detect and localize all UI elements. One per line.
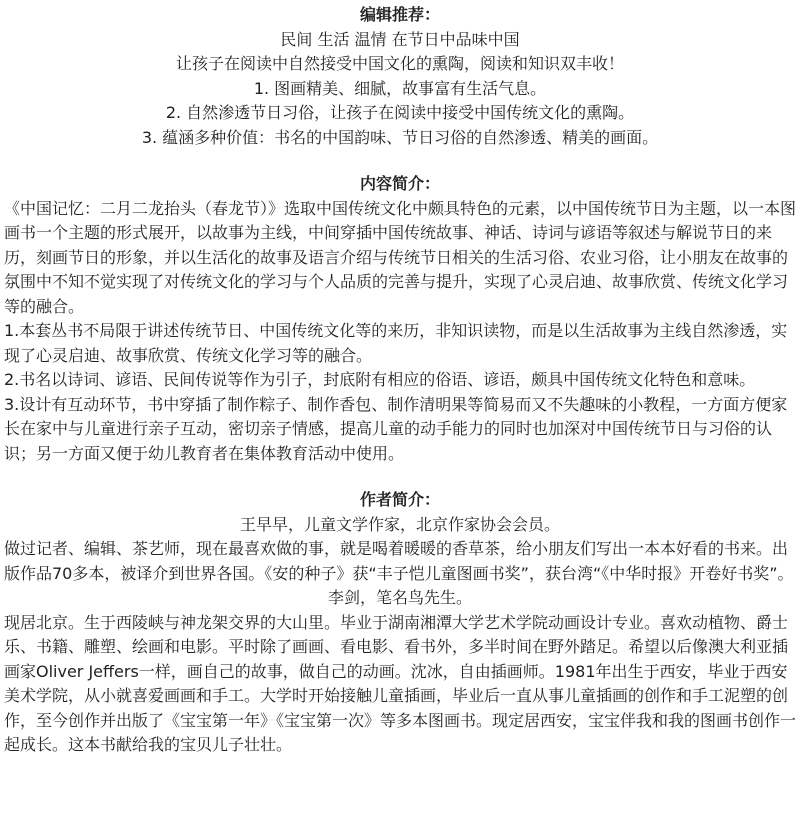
editor-subline: 让孩子在阅读中自然接受中国文化的熏陶，阅读和知识双丰收！: [175, 54, 624, 73]
content-summary-point-2: 2.书名以诗词、谚语、民间传说等作为引子，封底附有相应的俗语、谚语，颇具中国传统文化特色和意味。: [4, 370, 756, 389]
author-2-bio: 现居北京。生于西陵峡与神龙架交界的大山里。毕业于湖南湘潭大学艺术学院动画设计专业。喜欢动植物、爵士乐、书籍、雕塑、绘画和电影。平时除了画画、看电影、看书外，多半时间在野外踏足。希望以后像澳大利亚插画家Oliver Jeffers一样，画自己的故事，做自己的动画。沈冰，自由插画师。1981年出生于西安，毕业于西安美术学院，从小就喜爱画画和手工。大学时开始接触儿童插画，毕业后一直从事儿童插画的创作和手工泥塑的创作，至今创作并出版了《宝宝第一年》《宝宝第一次》等多本图画书。现定居西安，宝宝伴我和我的图画书创作一起成长。这本书献给我的宝贝儿子壮壮。: [4, 612, 797, 754]
content-summary-intro: 《中国记忆：二月二龙抬头（春龙节）》选取中国传统文化中颇具特色的元素，以中国传统节日为主题，以一本图画书一个主题的形式展开，以故事为主线，中间穿插中国传统故事、神话、诗词与谚语等叙述与解说节日的来历，刻画节日的形象，并以生活化的故事及语言介绍与传统节日相关的生活习俗、农业习俗，让小朋友在故事的氛围中不知不觉实现了对传统文化的学习与个人品质的完善与提升，实现了心灵启迪、故事欣赏、传统文化学习等的融合。: [4, 198, 797, 316]
author-2-title-line: 李剑，笔名鸟先生。: [327, 588, 472, 607]
author-1-title-line: 王早早，儿童文学作家，北京作家协会会员。: [239, 514, 560, 534]
content-summary-heading: 内容简介：: [359, 174, 440, 193]
editor-recommendation-section: [4, 3, 796, 150]
editor-recommendation-heading: 编辑推荐：: [359, 5, 440, 24]
section-spacer: [4, 150, 796, 172]
editor-point-1: 1. 图画精美、细腻，故事富有生活气息。: [253, 78, 547, 98]
content-summary-point-1: 1.本套丛书不局限于讲述传统节日、中国传统文化等的来历，非知识读物，而是以生活故事为主线自然渗透，实现了心灵启迪、故事欣赏、传统文化学习等的融合。: [4, 321, 788, 365]
author-intro-heading: 作者简介：: [359, 490, 440, 509]
section-spacer: [4, 466, 796, 488]
content-summary-point-3: 3.设计有互动环节，书中穿插了制作粽子、制作香包、制作清明果等简易而又不失趣味的小教程，一方面方便家长在家中与儿童进行亲子互动，密切亲子情感，提高儿童的动手能力的同时也加深对中国传统节日与习俗的认识；另一方面又便于幼儿教育者在集体教育活动中使用。: [4, 394, 788, 463]
author-1-bio: 做过记者、编辑、茶艺师，现在最喜欢做的事，就是喝着暖暖的香草茶，给小朋友们写出一本本好看的书来。出版作品70多本，被译介到世界各国。《安的种子》获“丰子恺儿童图画书奖”，获台湾“《中华时报》开卷好书奖”。: [4, 539, 794, 583]
editor-point-2: 2. 自然渗透节日习俗，让孩子在阅读中接受中国传统文化的熏陶。: [165, 103, 635, 122]
editor-tagline: 民间 生活 温情 在节日中品味中国: [280, 29, 520, 49]
content-summary-section: [4, 172, 796, 466]
editor-point-3: 3. 蕴涵多种价值：书名的中国韵味、节日习俗的自然渗透、精美的画面。: [141, 127, 659, 147]
author-intro-section: [4, 488, 796, 758]
